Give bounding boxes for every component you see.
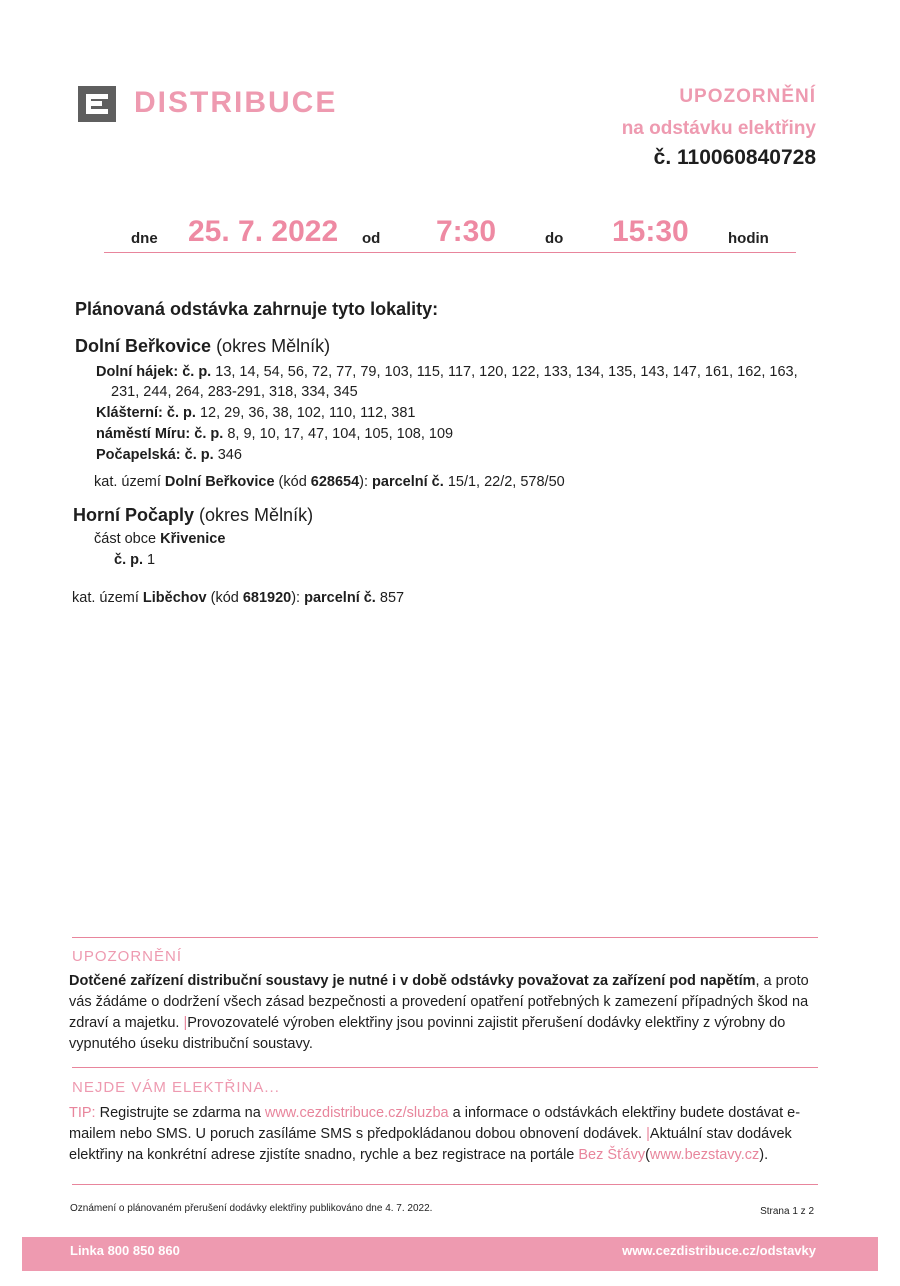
cadastre-code: 681920 (242, 590, 292, 606)
street-numbers-cont: 231, 244, 264, 283-291, 318, 334, 345 (111, 384, 358, 400)
tip-label: TIP: (69, 1105, 96, 1121)
street-numbers: 12, 29, 36, 38, 102, 110, 112, 381 (199, 405, 416, 421)
portal-link[interactable]: www.bezstavy.cz (649, 1147, 760, 1163)
cp-numbers: 1 (147, 552, 156, 568)
localities-title: Plánovaná odstávka zahrnuje tyto lokality: (75, 299, 439, 319)
town-heading (75, 336, 330, 357)
tip-divider (72, 1184, 818, 1185)
tip-end: ). (759, 1147, 769, 1163)
cadastre-prefix: kat. území (72, 590, 139, 606)
to-label: do (545, 230, 564, 247)
cadastre-code-suffix: ): (359, 474, 369, 490)
hotline: Linka 800 850 860 (70, 1243, 180, 1258)
cp-row (114, 550, 155, 570)
cp-label: č. p. (114, 552, 144, 568)
portal-name: Bez Šťávy (578, 1147, 646, 1163)
notice-heading: UPOZORNĚNÍ (679, 86, 816, 107)
street-numbers: 8, 9, 10, 17, 47, 104, 105, 108, 109 (227, 426, 454, 442)
outage-date: 25. 7. 2022 (188, 215, 339, 248)
town-part-row (94, 529, 225, 549)
notice-number: č. 110060840728 (653, 146, 816, 169)
cadastre-row (94, 472, 565, 492)
from-time: 7:30 (436, 215, 497, 248)
notice-subheading: na odstávku elektřiny (621, 118, 816, 139)
footer-website[interactable]: www.cezdistribuce.cz/odstavky (622, 1243, 816, 1258)
cadastre-code-prefix: (kód (278, 474, 307, 490)
tip-title: NEJDE VÁM ELEKTŘINA... (72, 1079, 280, 1096)
page-number: Strana 1 z 2 (760, 1206, 814, 1217)
street-numbers: 13, 14, 54, 56, 72, 77, 79, 103, 115, 117, 120, 122, 133, 134, 135, 143, 147, 161, 162, 163, (215, 364, 798, 380)
town-name: Dolní Beřkovice (75, 336, 212, 356)
service-link[interactable]: www.cezdistribuce.cz/sluzba (264, 1105, 449, 1121)
from-label: od (362, 230, 381, 247)
parcel-label: parcelní č. (372, 474, 444, 490)
cadastre-name: Dolní Beřkovice (164, 474, 275, 490)
cadastre-code-prefix: (kód (210, 590, 239, 606)
street-name: Dolní hájek: č. p. (96, 364, 212, 380)
parcel-numbers: 15/1, 22/2, 578/50 (447, 474, 565, 490)
tip-text-2: a informace o odstávkách elektřiny budete dostávat e-mailem nebo SMS. U poruch zasíláme SMS s předpokládanou dobou obnovení dodávek. (69, 1105, 801, 1142)
town-district: (okres Mělník) (216, 336, 331, 356)
notice-divider (72, 937, 818, 938)
town-name: Horní Počaply (73, 505, 195, 525)
street-row (96, 424, 453, 444)
tip-text-3: Aktuální stav dodávek elektřiny na konkrétní adrese zjistíte snadno, rychle a bez registrace na portále (69, 1126, 792, 1163)
to-time: 15:30 (612, 215, 689, 248)
tip-text-1: Registrujte se zdarma na (99, 1105, 261, 1121)
street-numbers: 346 (217, 447, 242, 463)
day-label: dne (131, 230, 158, 247)
published-note: Oznámení o plánovaném přerušení dodávky elektřiny publikováno dne 4. 7. 2022. (70, 1203, 433, 1214)
date-underline (104, 252, 796, 253)
warning-bold: Dotčené zařízení distribuční soustavy je nutné i v době odstávky považovat za zařízení pod napětím (69, 973, 756, 989)
town-district: (okres Mělník) (199, 505, 314, 525)
warning-text-2: Provozovatelé výroben elektřiny jsou povinni zajistit přerušení dodávky elektřiny z výrobny do vypnutého úseku distribuční soustavy. (69, 1015, 786, 1052)
part-prefix: část obce (94, 531, 157, 547)
parcel-label: parcelní č. (304, 590, 376, 606)
company-logo (78, 86, 116, 122)
street-name: náměstí Míru: č. p. (96, 426, 224, 442)
cadastre-name: Liběchov (142, 590, 207, 606)
cadastre-prefix: kat. území (94, 474, 161, 490)
warning-text: Dotčené zařízení distribuční soustavy je nutné i v době odstávky považovat za zařízení pod napětím, a proto vás žádáme o dodržení všech zásad bezpečnosti a provedení opatření potřebných k zamezení případných škod na zdraví a majetku. |Provozovatelé výroben elektřiny jsou povinni zajistit přerušení dodávky elektřiny z výrobny do vypnutého úseku distribuční soustavy. (69, 973, 809, 1052)
street-row (96, 362, 816, 382)
footer-band (22, 1237, 878, 1271)
street-row (96, 403, 416, 423)
hours-label: hodin (728, 230, 769, 247)
notice-divider (72, 1067, 818, 1068)
cadastre-code-suffix: ): (291, 590, 301, 606)
logo-text: DISTRIBUCE (134, 86, 338, 119)
cadastre-row (72, 588, 404, 608)
cadastre-code: 628654 (310, 474, 360, 490)
warning-text-1: , a proto vás žádáme o dodržení všech zásad bezpečnosti a provedení opatření potřebných k zamezení případných škod na zdraví a majetku. (69, 973, 809, 1031)
street-name: Klášterní: č. p. (96, 405, 196, 421)
street-name: Počapelská: č. p. (96, 447, 214, 463)
warning-title: UPOZORNĚNÍ (72, 948, 183, 965)
town-heading (73, 505, 313, 526)
tip-text: TIP: Registrujte se zdarma na www.cezdistribuce.cz/sluzba a informace o odstávkách elektřiny budete dostávat e-mailem nebo SMS. U poruch zasíláme SMS s předpokládanou dobou obnovení dodávek. |Aktuální stav dodávek elektřiny na konkrétní adrese zjistíte snadno, rychle a bez registrace na portále Bez Šťávy(www.bezstavy.cz). (69, 1105, 801, 1163)
street-row (96, 445, 242, 465)
part-name: Křivenice (160, 531, 226, 547)
parcel-numbers: 857 (379, 590, 405, 606)
